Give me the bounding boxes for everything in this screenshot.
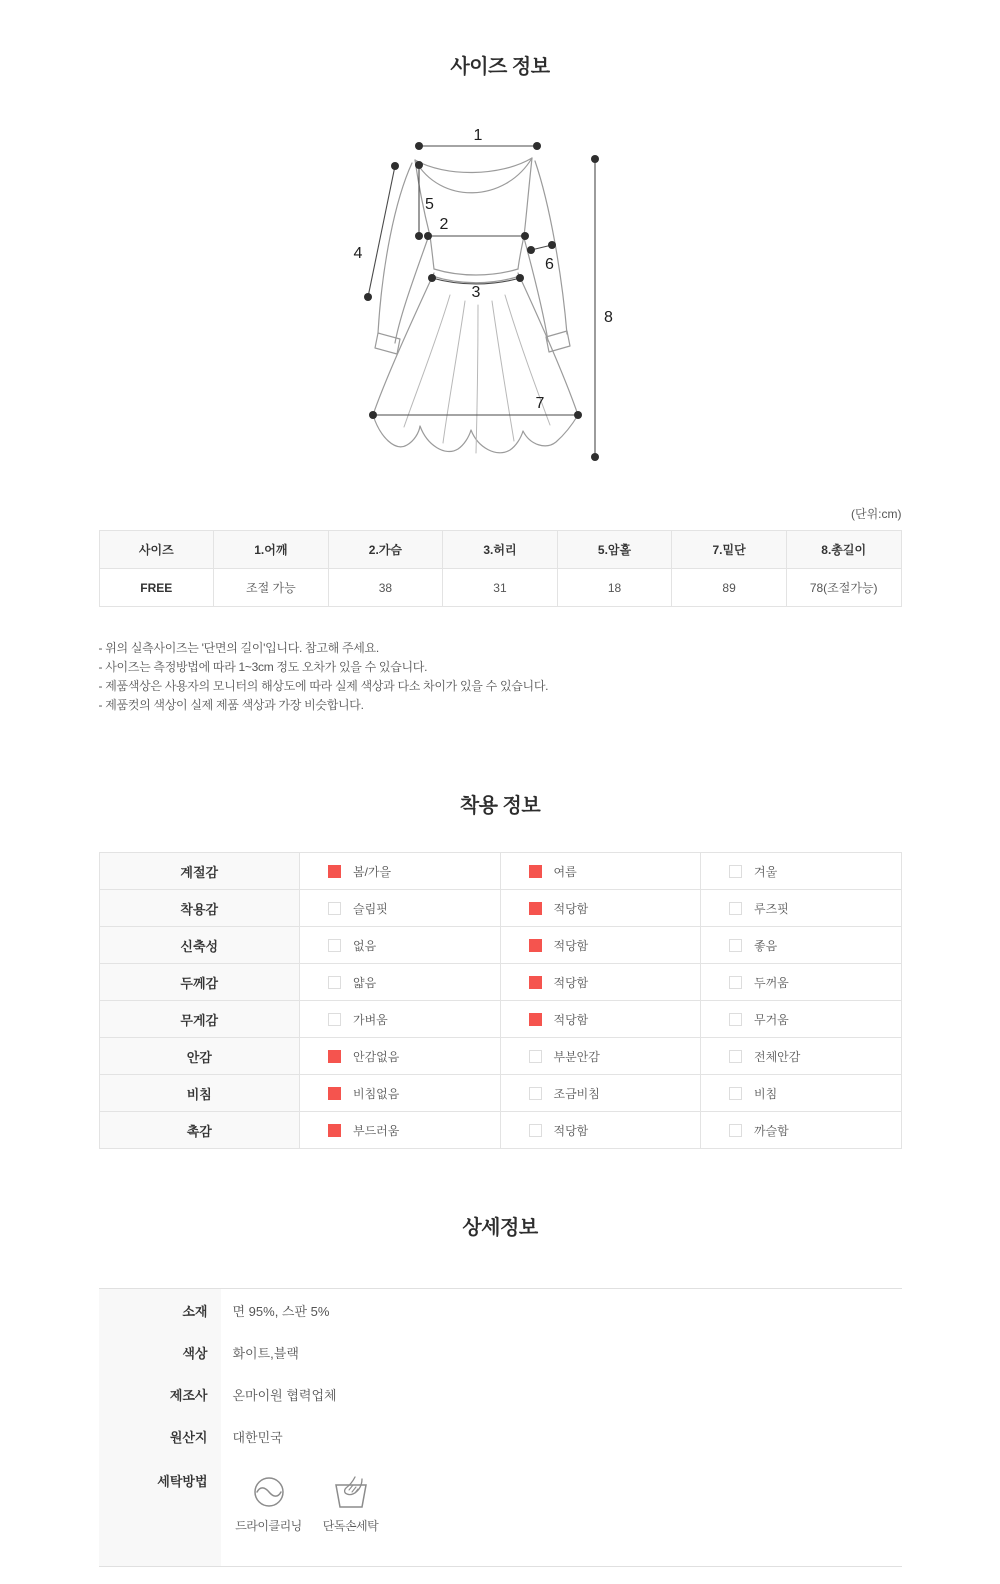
wear-option bbox=[300, 927, 501, 964]
wear-option bbox=[300, 1038, 501, 1075]
wear-option-label: 무거움 bbox=[754, 1012, 789, 1027]
size-col-header: 5.암홀 bbox=[557, 531, 672, 569]
checkbox-icon bbox=[729, 902, 742, 915]
label-7: 7 bbox=[535, 395, 545, 412]
size-table-data-row bbox=[99, 569, 901, 607]
size-value: 89 bbox=[672, 569, 787, 607]
checkbox-icon bbox=[729, 1050, 742, 1063]
size-col-header: 8.총길이 bbox=[786, 531, 901, 569]
wear-row bbox=[99, 853, 901, 890]
wear-option bbox=[300, 890, 501, 927]
checkbox-icon bbox=[328, 1087, 341, 1100]
wear-row-label: 안감 bbox=[99, 1038, 300, 1075]
size-note: - 위의 실측사이즈는 '단면의 길이'입니다. 참고해 주세요. bbox=[98, 641, 379, 655]
wear-option-label: 슬림핏 bbox=[353, 901, 388, 916]
checkbox-icon bbox=[529, 976, 542, 989]
checkbox-icon bbox=[529, 1124, 542, 1137]
wear-option bbox=[500, 1038, 701, 1075]
wear-option bbox=[701, 853, 902, 890]
wear-option bbox=[701, 1038, 902, 1075]
wear-option-label: 적당함 bbox=[553, 901, 589, 916]
wear-option bbox=[500, 853, 701, 890]
checkbox-icon bbox=[729, 939, 742, 952]
measurement-lines bbox=[368, 146, 595, 457]
wear-row bbox=[99, 1075, 901, 1112]
checkbox-icon bbox=[328, 976, 341, 989]
size-value: 38 bbox=[328, 569, 443, 607]
detail-row-value: 화이트,블랙 bbox=[232, 1345, 299, 1361]
wear-option bbox=[300, 1075, 501, 1112]
dress-measurement-diagram bbox=[99, 105, 902, 477]
checkbox-icon bbox=[529, 1087, 542, 1100]
wear-option bbox=[500, 927, 701, 964]
checkbox-icon bbox=[529, 939, 542, 952]
wear-option-label: 적당함 bbox=[553, 1012, 589, 1027]
size-col-header: 3.허리 bbox=[443, 531, 558, 569]
wear-option-label: 비침 bbox=[754, 1086, 778, 1101]
label-1: 1 bbox=[473, 127, 483, 144]
wear-option bbox=[300, 1112, 501, 1149]
detail-row-value: 대한민국 bbox=[232, 1429, 283, 1445]
wear-option bbox=[500, 1112, 701, 1149]
wear-row bbox=[99, 927, 901, 964]
size-note: - 제품컷의 색상이 실제 제품 색상과 가장 비슷합니다. bbox=[98, 698, 364, 712]
unit-note: (단위:cm) bbox=[850, 507, 902, 521]
checkbox-icon bbox=[328, 1050, 341, 1063]
wear-option bbox=[500, 1075, 701, 1112]
wear-option-label: 전체안감 bbox=[754, 1049, 801, 1064]
size-value: 18 bbox=[557, 569, 672, 607]
hand-wash-icon bbox=[332, 1475, 370, 1509]
detail-row-wash bbox=[99, 1457, 902, 1566]
wear-row bbox=[99, 1001, 901, 1038]
wear-option-label: 없음 bbox=[353, 938, 377, 953]
wear-row bbox=[99, 964, 901, 1001]
measurement-labels bbox=[354, 127, 613, 412]
wear-option-label: 안감없음 bbox=[353, 1049, 400, 1064]
wear-option-label: 비침없음 bbox=[353, 1086, 400, 1101]
detail-row bbox=[99, 1331, 902, 1373]
detail-row bbox=[99, 1415, 902, 1457]
wear-option-label: 가벼움 bbox=[353, 1012, 388, 1027]
wear-row-label: 두께감 bbox=[99, 964, 300, 1001]
wear-option-label: 적당함 bbox=[553, 1123, 589, 1138]
size-value: 조절 가능 bbox=[214, 569, 329, 607]
wear-option-label: 겨울 bbox=[754, 864, 778, 879]
checkbox-icon bbox=[729, 1124, 742, 1137]
detail-row-value: 면 95%, 스판 5% bbox=[232, 1303, 330, 1319]
skirt-fold-lines bbox=[404, 295, 550, 453]
wear-option bbox=[701, 964, 902, 1001]
size-table bbox=[99, 530, 902, 607]
detail-row-label: 색상 bbox=[99, 1331, 221, 1373]
wear-option-label: 좋음 bbox=[754, 938, 778, 953]
dress-outline bbox=[373, 158, 578, 453]
detail-section-title: 상세정보 bbox=[462, 1217, 538, 1239]
wash-icon-label: 단독손세탁 bbox=[322, 1519, 379, 1533]
wear-option-label: 적당함 bbox=[553, 938, 589, 953]
detail-row-label: 제조사 bbox=[99, 1373, 221, 1415]
wear-row bbox=[99, 1038, 901, 1075]
checkbox-icon bbox=[729, 1087, 742, 1100]
detail-row bbox=[99, 1289, 902, 1331]
wear-option bbox=[701, 1001, 902, 1038]
checkbox-icon bbox=[529, 1013, 542, 1026]
wear-option bbox=[300, 853, 501, 890]
wash-icon-label: 드라이클리닝 bbox=[235, 1519, 302, 1533]
size-col-header: 1.어깨 bbox=[214, 531, 329, 569]
wear-option bbox=[500, 964, 701, 1001]
wear-row bbox=[99, 1112, 901, 1149]
detail-row-label: 원산지 bbox=[99, 1415, 221, 1457]
size-note: - 사이즈는 측정방법에 따라 1~3cm 정도 오차가 있을 수 있습니다. bbox=[98, 660, 428, 674]
wear-row-label: 신축성 bbox=[99, 927, 300, 964]
size-notes bbox=[99, 639, 902, 715]
label-6: 6 bbox=[545, 256, 554, 273]
checkbox-icon bbox=[729, 976, 742, 989]
label-8: 8 bbox=[604, 309, 613, 326]
checkbox-icon bbox=[529, 865, 542, 878]
size-note: - 제품색상은 사용자의 모니터의 해상도에 따라 실제 색상과 다소 차이가 있을 수 있습니다. bbox=[98, 679, 549, 693]
wear-option-label: 여름 bbox=[553, 864, 577, 879]
wash-method-hand-wash bbox=[315, 1475, 387, 1534]
checkbox-icon bbox=[328, 865, 341, 878]
wear-section-title: 착용 정보 bbox=[459, 795, 541, 817]
size-col-header: 2.가슴 bbox=[328, 531, 443, 569]
size-table-header-row bbox=[99, 531, 901, 569]
checkbox-icon bbox=[729, 865, 742, 878]
label-2: 2 bbox=[439, 216, 449, 233]
wear-row-label: 무게감 bbox=[99, 1001, 300, 1038]
checkbox-icon bbox=[328, 1013, 341, 1026]
detail-row bbox=[99, 1373, 902, 1415]
wear-option-label: 부드러움 bbox=[353, 1123, 400, 1138]
wear-option-label: 루즈핏 bbox=[754, 901, 789, 916]
wear-row-label: 비침 bbox=[99, 1075, 300, 1112]
checkbox-icon bbox=[328, 902, 341, 915]
dry-clean-icon bbox=[252, 1475, 286, 1509]
wear-option bbox=[701, 927, 902, 964]
label-3: 3 bbox=[471, 284, 481, 301]
size-value: FREE bbox=[99, 569, 214, 607]
wear-info-table bbox=[99, 852, 902, 1149]
wear-option-label: 두꺼움 bbox=[754, 975, 789, 990]
checkbox-icon bbox=[529, 902, 542, 915]
wear-option bbox=[300, 1001, 501, 1038]
dress-diagram-svg bbox=[300, 105, 700, 475]
wear-option-label: 적당함 bbox=[553, 975, 589, 990]
checkbox-icon bbox=[328, 939, 341, 952]
wear-option-label: 봄/가을 bbox=[353, 864, 392, 879]
detail-row-value: 온마이원 협력업체 bbox=[232, 1387, 337, 1403]
size-value: 31 bbox=[443, 569, 558, 607]
wear-row-label: 착용감 bbox=[99, 890, 300, 927]
detail-info-table bbox=[99, 1288, 902, 1567]
wear-option bbox=[300, 964, 501, 1001]
wear-option bbox=[500, 890, 701, 927]
wear-option bbox=[701, 1075, 902, 1112]
checkbox-icon bbox=[729, 1013, 742, 1026]
size-value: 78(조절가능) bbox=[786, 569, 901, 607]
wear-option bbox=[500, 1001, 701, 1038]
detail-row-label: 세탁방법 bbox=[99, 1457, 221, 1566]
wash-method-dry-clean bbox=[233, 1475, 305, 1534]
wear-row-label: 촉감 bbox=[99, 1112, 300, 1149]
wash-methods bbox=[221, 1457, 387, 1566]
label-5: 5 bbox=[425, 196, 434, 213]
detail-row-label: 소재 bbox=[99, 1289, 221, 1331]
wear-option-label: 조금비침 bbox=[553, 1086, 600, 1101]
wear-option bbox=[701, 890, 902, 927]
wear-option-label: 얇음 bbox=[353, 975, 377, 990]
size-col-header: 7.밑단 bbox=[672, 531, 787, 569]
wear-option-label: 부분안감 bbox=[553, 1049, 600, 1064]
wear-row bbox=[99, 890, 901, 927]
wear-option bbox=[701, 1112, 902, 1149]
size-section-title: 사이즈 정보 bbox=[450, 56, 550, 78]
checkbox-icon bbox=[529, 1050, 542, 1063]
wear-option-label: 까슬함 bbox=[754, 1123, 789, 1138]
checkbox-icon bbox=[328, 1124, 341, 1137]
wear-row-label: 계절감 bbox=[99, 853, 300, 890]
label-4: 4 bbox=[353, 245, 363, 262]
size-col-header: 사이즈 bbox=[99, 531, 214, 569]
